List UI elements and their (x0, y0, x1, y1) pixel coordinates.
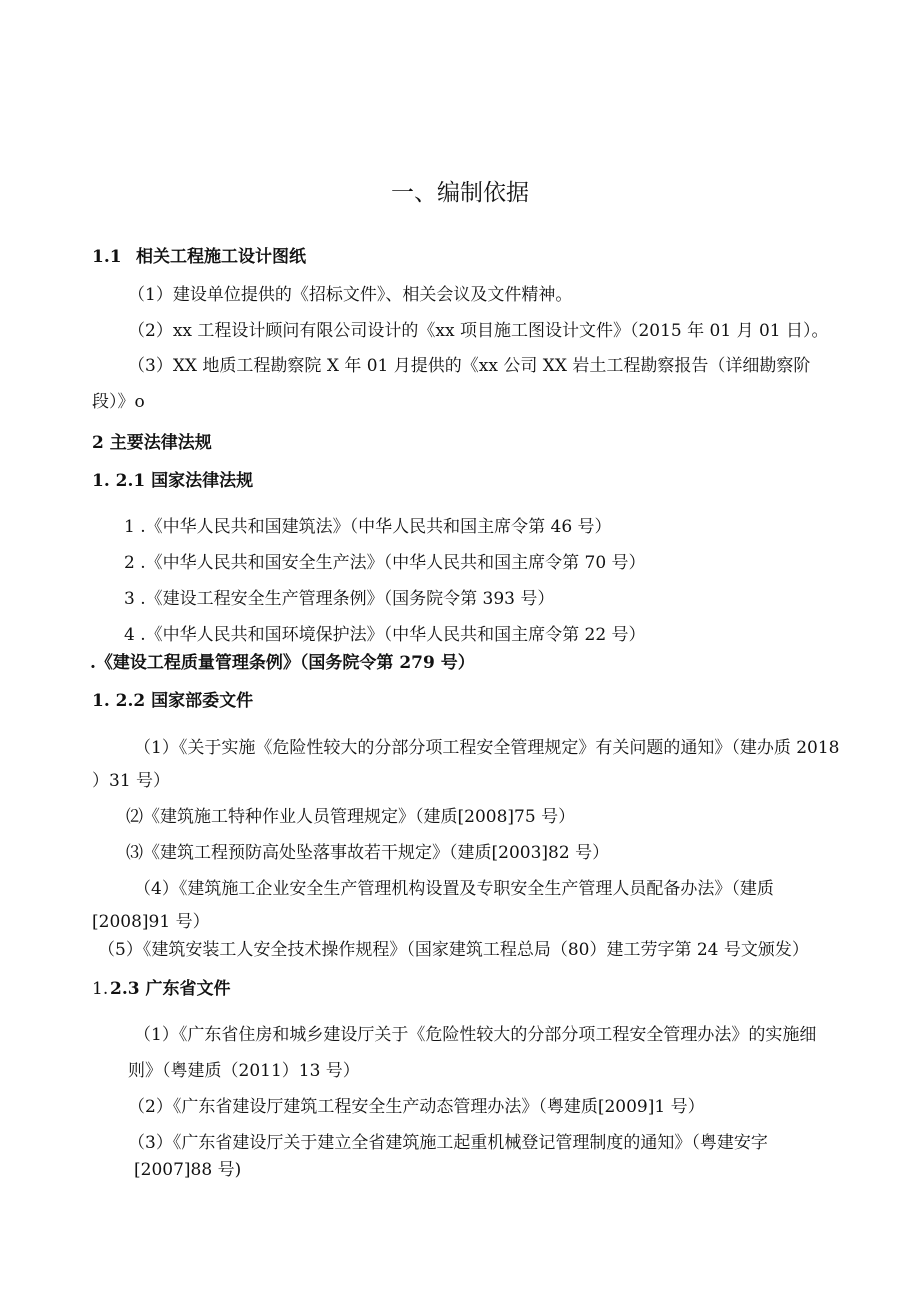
subsection-heading-prefix: 1. (92, 979, 109, 999)
section-heading: 2 主要法律法规 (92, 433, 212, 453)
list-item: 3 .《建设工程安全生产管理条例》（国务院令第 393 号） (124, 589, 555, 609)
list-item: （1）建设单位提供的《招标文件》、相关会议及文件精神。 (128, 285, 573, 305)
list-item: （3）XX 地质工程勘察院 X 年 01 月提供的《xx 公司 XX 岩土工程勘察报告（详细勘察阶 (128, 356, 811, 376)
list-item: （2）《广东省建设厅建筑工程安全生产动态管理办法》（粤建质[2009]1 号） (128, 1097, 705, 1117)
list-item-bold: .《建设工程质量管理条例》（国务院令第 279 号） (90, 653, 475, 673)
list-item: ⑵《建筑施工特种作业人员管理规定》（建质[2008]75 号） (126, 807, 576, 827)
list-item-continuation: ）31 号） (92, 771, 171, 791)
subsection-heading: 1. 2.2 国家部委文件 (92, 691, 254, 711)
subsection-heading: 2.3 广东省文件 (110, 979, 231, 999)
list-item-continuation: 段）》o (92, 392, 145, 412)
list-item: 4 .《中华人民共和国环境保护法》（中华人民共和国主席令第 22 号） (124, 625, 646, 645)
list-item-continuation: [2008]91 号） (92, 912, 210, 932)
list-item: 1 .《中华人民共和国建筑法》（中华人民共和国主席令第 46 号） (124, 517, 612, 537)
list-item: （1）《广东省住房和城乡建设厅关于《危险性较大的分部分项工程安全管理办法》的实施细 (134, 1025, 817, 1045)
list-item: （2）xx 工程设计顾问有限公司设计的《xx 项目施工图设计文件》（2015 年 01 月 01 日）。 (128, 321, 829, 341)
list-item: ⑶《建筑工程预防高处坠落事故若干规定》（建质[2003]82 号） (126, 843, 610, 863)
section-number: 1.1 (92, 247, 122, 267)
list-item: （5）《建筑安装工人安全技术操作规程》（国家建筑工程总局（80）建工劳字第 24 号文颁发） (98, 940, 809, 960)
list-item: 2 .《中华人民共和国安全生产法》（中华人民共和国主席令第 70 号） (124, 553, 646, 573)
list-item: （1）《关于实施《危险性较大的分部分项工程安全管理规定》有关问题的通知》（建办质 2018 (134, 738, 840, 758)
subsection-heading: 1. 2.1 国家法律法规 (92, 471, 254, 491)
section-heading: 相关工程施工设计图纸 (136, 247, 306, 267)
list-item-continuation: [2007]88 号) (134, 1160, 242, 1180)
list-item: （3）《广东省建设厅关于建立全省建筑施工起重机械登记管理制度的通知》（粤建安字 (128, 1133, 768, 1153)
list-item: （4）《建筑施工企业安全生产管理机构设置及专职安全生产管理人员配备办法》（建质 (134, 879, 774, 899)
page-title: 一、编制依据 (391, 180, 529, 206)
list-item-continuation: 则》（粤建质（2011）13 号） (128, 1061, 360, 1081)
